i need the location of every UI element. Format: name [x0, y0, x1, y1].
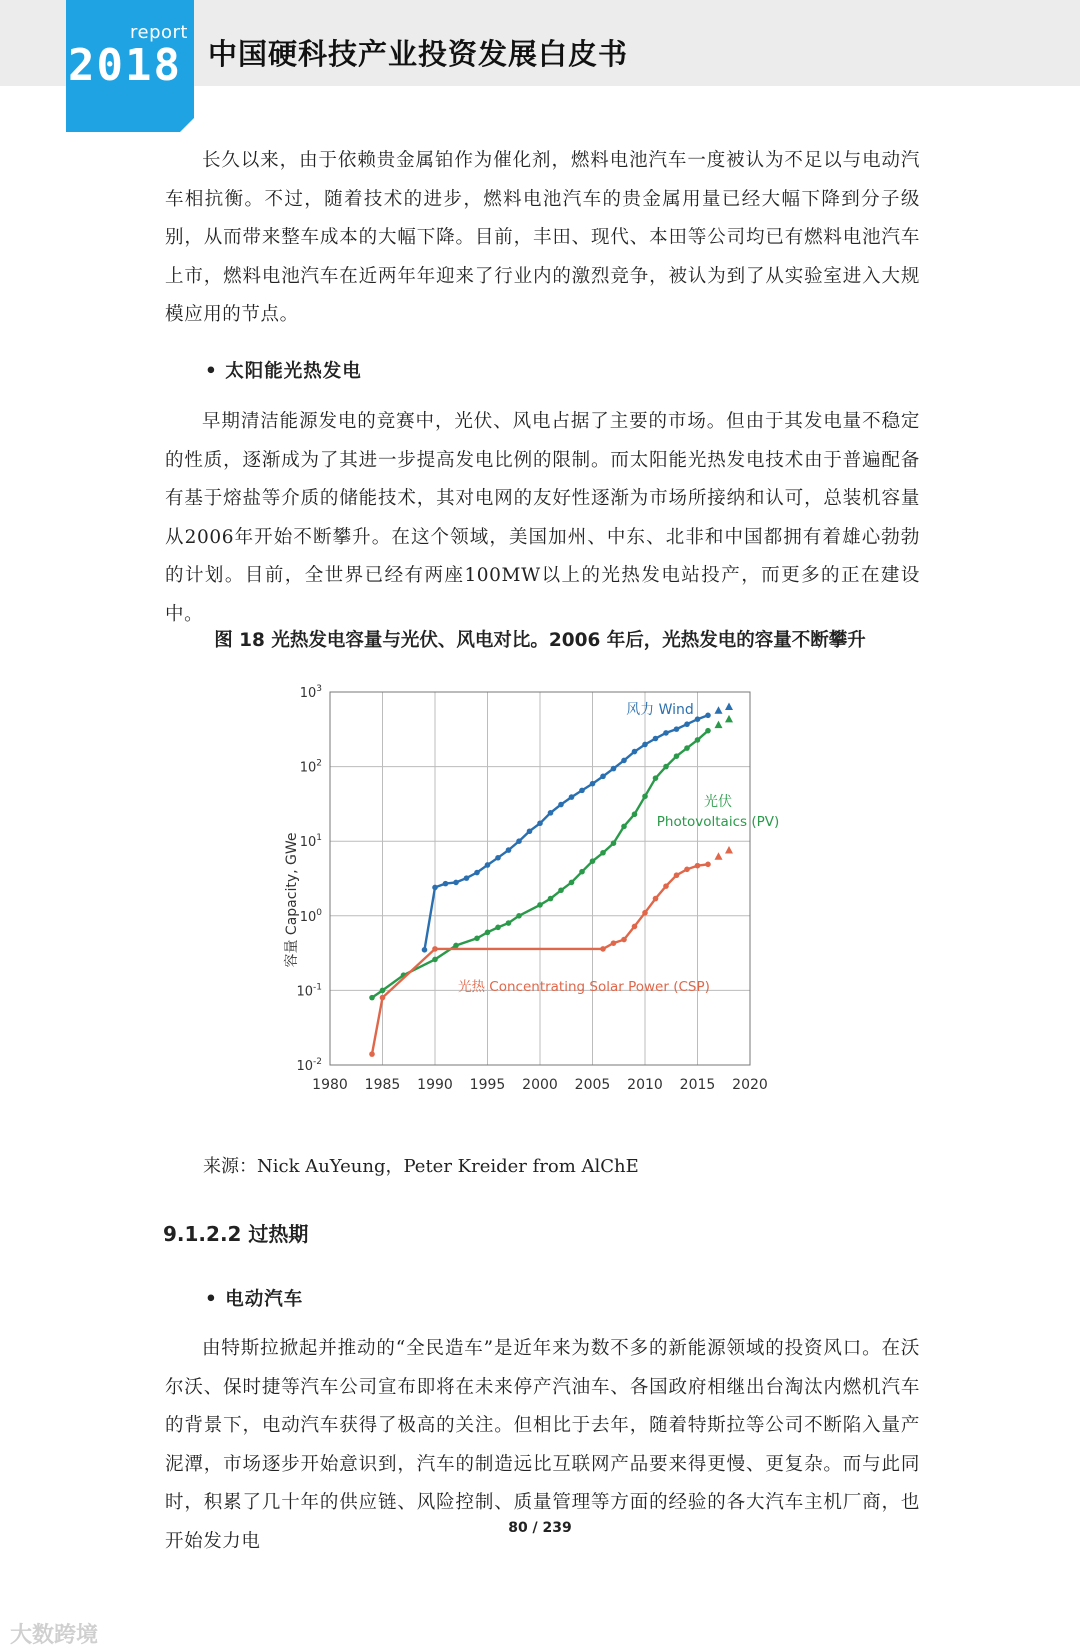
projection-marker [725, 715, 733, 723]
logo-report-text: report [130, 22, 188, 43]
data-point [380, 988, 386, 994]
label-wind: 风力 Wind [626, 702, 694, 718]
figure-source: 来源：Nick AuYeung，Peter Kreider from AlChE [203, 1156, 639, 1177]
bullet-solar-thermal: • 太阳能光热发电 [205, 361, 362, 382]
data-point [674, 872, 680, 878]
data-point [432, 946, 438, 952]
series-line [425, 715, 709, 950]
data-point [369, 1051, 375, 1057]
data-point [611, 840, 617, 846]
projection-marker [715, 721, 723, 729]
data-point [380, 995, 386, 1001]
figure-caption: 图 18 光热发电容量与光伏、风电对比。2006 年后，光热发电的容量不断攀升 [214, 630, 866, 651]
x-tick-label: 2020 [732, 1077, 768, 1093]
data-point [674, 753, 680, 759]
data-point [621, 758, 627, 764]
data-point [611, 766, 617, 772]
data-point [443, 881, 449, 887]
data-point [422, 947, 428, 953]
data-point [464, 875, 470, 881]
data-point [642, 793, 648, 799]
data-point [705, 862, 711, 868]
data-point [453, 880, 459, 886]
data-point [642, 742, 648, 748]
section-heading: 9.1.2.2 过热期 [163, 1222, 309, 1246]
data-point [548, 896, 554, 902]
data-point [506, 847, 512, 853]
data-point [695, 737, 701, 743]
data-point [516, 913, 522, 919]
data-point [527, 828, 533, 834]
data-point [537, 902, 543, 908]
data-point [632, 924, 638, 930]
data-point [569, 880, 575, 886]
data-point [695, 716, 701, 722]
capacity-chart [270, 670, 820, 1125]
data-point [558, 802, 564, 808]
data-point [705, 713, 711, 719]
data-point [684, 745, 690, 751]
data-point [474, 870, 480, 876]
paragraph-solar-thermal: 早期清洁能源发电的竞赛中，光伏、风电占据了主要的市场。但由于其发电量不稳定的性质，逐渐成为了其进一步提高发电比例的限制。而太阳能光热发电技术由于普遍配备有基于熔盐等介质的储能技术，其对电网的友好性逐渐为市场所接纳和认可，总装机容量从2006年开始不断攀升。在这个领域，美国加州、中东、北非和中国都拥有着雄心勃勃的计划。目前，全世界已经有两座100MW以上的光热发电站投产，而更多的正在建设中。 [165, 411, 920, 625]
data-point [632, 749, 638, 755]
page-number: 80 / 239 [508, 1520, 572, 1536]
data-point [663, 730, 669, 736]
x-tick-label: 2015 [679, 1077, 716, 1093]
data-point [695, 863, 701, 869]
data-point [632, 811, 638, 817]
data-point [642, 910, 648, 916]
label-pv-en: Photovoltaics (PV) [656, 814, 780, 830]
data-point [600, 774, 606, 780]
projection-marker [725, 702, 733, 710]
label-pv-cn: 光伏 [704, 794, 732, 810]
projection-marker [715, 852, 723, 860]
x-tick-label: 1985 [364, 1077, 401, 1093]
data-point [653, 775, 659, 781]
x-tick-label: 2010 [627, 1077, 663, 1093]
capacity-chart-svg [270, 670, 820, 1125]
y-tick-label: $10^2$ [299, 758, 322, 776]
data-point [674, 726, 680, 732]
label-csp: 光热 Concentrating Solar Power (CSP) [458, 979, 710, 995]
data-point [506, 920, 512, 926]
bullet-electric-vehicles: • 电动汽车 [205, 1289, 304, 1310]
document-title: 中国硬科技产业投资发展白皮书 [208, 37, 629, 71]
data-point [495, 925, 501, 931]
data-point [369, 995, 375, 1001]
data-point [621, 937, 627, 943]
y-tick-label: $10^0$ [299, 907, 322, 925]
report-logo [66, 0, 194, 132]
data-point [516, 838, 522, 844]
data-point [558, 887, 564, 893]
watermark: 大数跨境 [10, 1623, 99, 1648]
data-point [684, 721, 690, 727]
y-tick-label: $10^{-2}$ [296, 1057, 322, 1074]
data-point [611, 940, 617, 946]
data-point [548, 810, 554, 816]
data-point [684, 867, 690, 873]
x-tick-label: 1995 [469, 1077, 506, 1093]
data-point [432, 957, 438, 963]
y-tick-label: $10^{-1}$ [296, 982, 322, 1000]
data-point [621, 824, 627, 830]
x-tick-label: 2005 [574, 1077, 611, 1093]
data-point [653, 896, 659, 902]
data-point [485, 862, 491, 868]
data-point [663, 764, 669, 770]
data-point [600, 946, 606, 952]
projection-marker [725, 846, 733, 854]
data-point [590, 781, 596, 787]
data-point [579, 788, 585, 794]
data-point [474, 935, 480, 941]
data-point [653, 736, 659, 742]
chart-series [369, 702, 733, 1056]
logo-year-text: 2018 [68, 40, 182, 91]
paragraph-fuel-cell: 长久以来，由于依赖贵金属铂作为催化剂，燃料电池汽车一度被认为不足以与电动汽车相抗衡。不过，随着技术的进步，燃料电池汽车的贵金属用量已经大幅下降到分子级别，从而带来整车成本的大幅下降。目前，丰田、现代、本田等公司均已有燃料电池汽车上市，燃料电池汽车在近两年年迎来了行业内的激烈竞争，被认为到了从实验室进入大规模应用的节点。 [165, 150, 920, 326]
y-tick-label: $10^1$ [299, 833, 322, 851]
x-tick-label: 2000 [522, 1077, 558, 1093]
data-point [485, 930, 491, 936]
data-point [495, 855, 501, 861]
data-point [705, 728, 711, 734]
y-axis-label: 容量 Capacity, GWe [284, 832, 300, 968]
data-point [537, 820, 543, 826]
x-tick-label: 1980 [312, 1077, 348, 1093]
paragraph-electric-vehicles: 由特斯拉掀起并推动的“全民造车”是近年来为数不多的新能源领域的投资风口。在沃尔沃、保时捷等汽车公司宣布即将在未来停产汽油车、各国政府相继出台淘汰内燃机汽车的背景下，电动汽车获得了极高的关注。但相比于去年，随着特斯拉等公司不断陷入量产泥潭，市场逐步开始意识到，汽车的制造远比互联网产品要来得更慢、更复杂。而与此同时，积累了几十年的供应链、风险控制、质量管理等方面的经验的各大汽车主机厂商，也开始发力电 [165, 1338, 920, 1552]
data-point [569, 794, 575, 800]
data-point [453, 943, 459, 949]
data-point [579, 869, 585, 875]
logo-notch [180, 118, 194, 132]
data-point [663, 883, 669, 889]
y-tick-label: $10^3$ [299, 684, 322, 701]
data-point [600, 850, 606, 856]
x-tick-label: 1990 [417, 1077, 453, 1093]
data-point [432, 885, 438, 891]
data-point [590, 858, 596, 864]
projection-marker [715, 706, 723, 714]
